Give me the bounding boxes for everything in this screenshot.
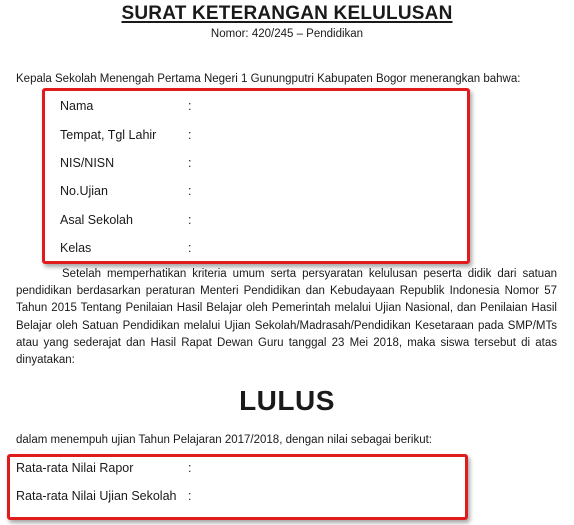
- field-label: Rata-rata Nilai Rapor: [16, 461, 134, 475]
- field-colon: :: [188, 184, 192, 198]
- field-colon: :: [188, 128, 192, 142]
- field-colon: :: [188, 461, 192, 475]
- document-title-text: SURAT KETERANGAN KELULUSAN: [121, 3, 453, 24]
- field-label: Rata-rata Nilai Ujian Sekolah: [16, 489, 177, 503]
- field-label: Nama: [60, 99, 94, 113]
- graduation-status: LULUS: [239, 385, 335, 416]
- field-colon: :: [188, 241, 192, 255]
- field-colon: :: [188, 99, 192, 113]
- field-colon: :: [188, 489, 192, 503]
- score-intro-line: dalam menempuh ujian Tahun Pelajaran 2017/2018, dengan nilai sebagai berikut:: [16, 434, 433, 446]
- field-label: Asal Sekolah: [60, 213, 133, 227]
- field-colon: :: [188, 156, 192, 170]
- document-title: [0, 3, 574, 25]
- field-colon: :: [188, 213, 192, 227]
- field-label: No.Ujian: [60, 184, 108, 198]
- field-label: Tempat, Tgl Lahir: [60, 128, 157, 142]
- document-number: Nomor: 420/245 – Pendidikan: [210, 28, 364, 40]
- identity-highlight-box: [42, 88, 470, 264]
- intro-line: Kepala Sekolah Menengah Pertama Negeri 1 Gunungputri Kabupaten Bogor menerangkan bahwa:: [16, 73, 521, 85]
- scores-highlight-box: [7, 454, 468, 520]
- field-label: Kelas: [60, 241, 92, 255]
- field-label: NIS/NISN: [60, 156, 115, 170]
- decision-paragraph: Setelah memperhatikan kriteria umum serta persyaratan kelulusan peserta didik dari satuan pendidikan berdasarkan peraturan Menteri Pendidikan dan Kebudayaan Republik Indonesia Nomor 57 Tahun 2015 Tentang Penilaian Hasil Belajar oleh Pemerintah melalui Ujian Nasional, dan Penilaian Hasil Belajar oleh Satuan Pendidikan melalui Ujian Sekolah/Madrasah/Pendidikan Kesetaraan pada SMP/MTs atau yang sederajat dan Hasil Rapat Dewan Guru tanggal 23 Mei 2018, maka siswa tersebut di atas dinyatakan:: [16, 268, 557, 367]
